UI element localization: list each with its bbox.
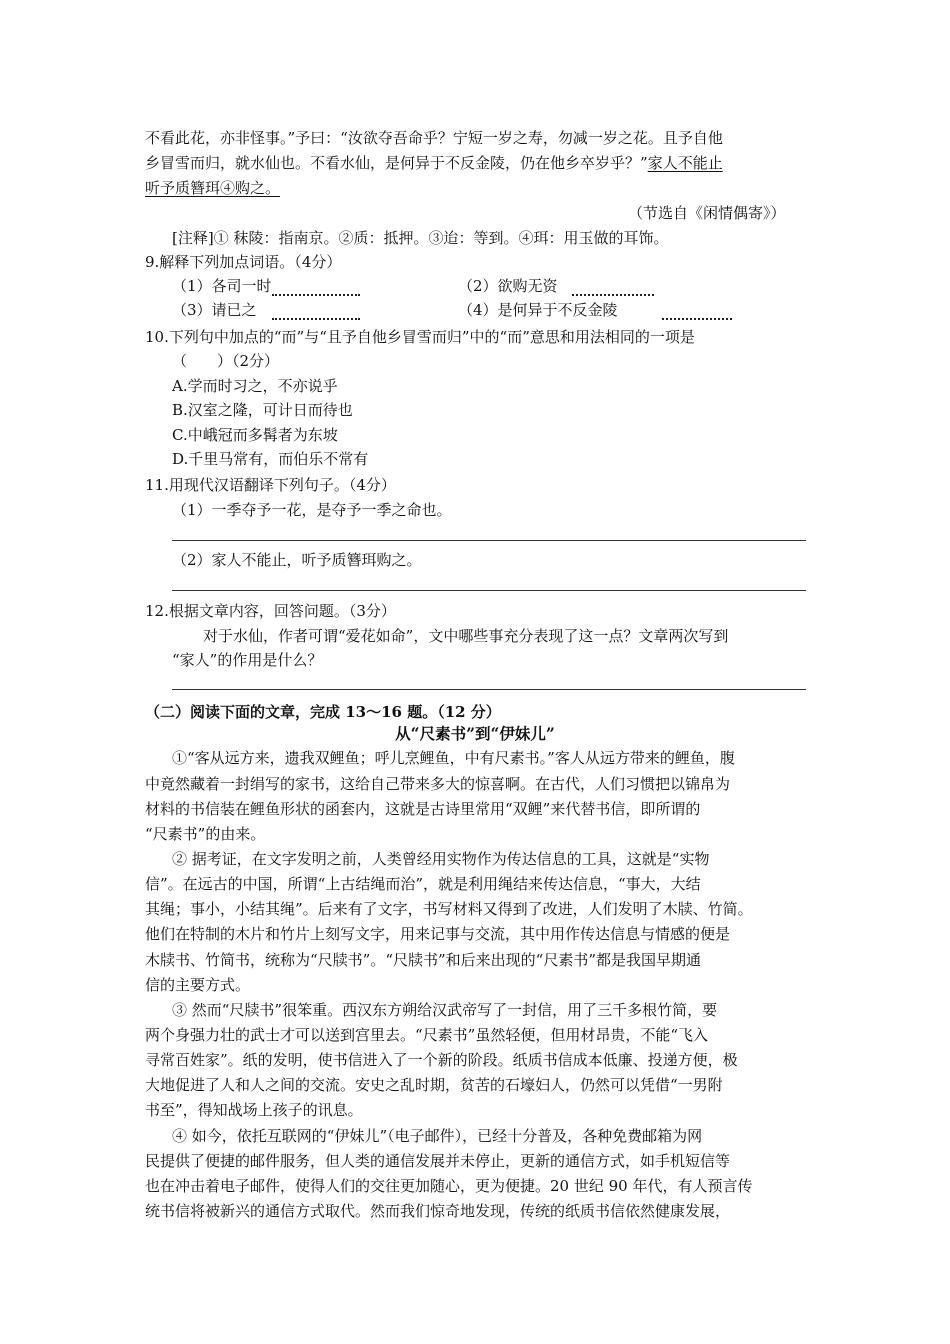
- q11-stem: 11.用现代汉语翻译下列句子。（4分）: [145, 476, 396, 494]
- passage-line-1: 不看此花，亦非怪事。”予曰：“汝欲夺吾命乎？宁短一岁之寿，勿减一岁之花。且予自他: [145, 129, 723, 147]
- section2-heading: （二）阅读下面的文章，完成 13～16 题。（12 分）: [145, 703, 501, 721]
- article-line: ①“客从远方来，遗我双鲤鱼；呼儿烹鲤鱼，中有尺素书。”客人从远方带来的鲤鱼，腹: [172, 749, 735, 767]
- q11-answer-line-1[interactable]: [172, 540, 806, 541]
- q9-item-3: （3）请已之: [172, 301, 257, 319]
- q10-score: （ ）（2分）: [172, 352, 280, 370]
- article-line: 其绳；事小，小结其绳”。后来有了文字，书写材料又得到了改进，人们发明了木牍、竹简。: [145, 900, 753, 918]
- article-line: 统书信将被新兴的通信方式取代。然而我们惊奇地发现，传统的纸质书信依然健康发展，: [145, 1202, 731, 1220]
- article-line: 信的主要方式。: [145, 976, 251, 994]
- passage-line-3: [145, 178, 280, 198]
- q12-body-line-2: “家人”的作用是什么？: [172, 651, 323, 669]
- passage-notes: [注释]① 秣陵：指南京。②质：抵押。③迨：等到。④珥：用玉做的耳饰。: [172, 229, 669, 247]
- passage-line-2-text: 乡冒雪而归，就水仙也。不看水仙，是何异于不反金陵，仍在他乡卒岁乎？”: [145, 154, 648, 172]
- q10-stem: 10.下列句中加点的“而”与“且予自他乡冒雪而归”中的“而”意思和用法相同的一项是: [145, 328, 695, 346]
- article-line: 木牍书、竹简书，统称为“尺牍书”。“尺牍书”和后来出现的“尺素书”都是我国早期通: [145, 951, 702, 969]
- q11-item-2: （2）家人不能止，听予质簪珥购之。: [172, 551, 422, 569]
- q10-option-c: C.中峨冠而多髯者为东坡: [172, 426, 338, 444]
- article-line: 中竟然藏着一封绢写的家书，这给自己带来多大的惊喜啊。在古代，人们习惯把以锦帛为: [145, 775, 731, 793]
- article-line: 书至”，得知战场上孩子的讯息。: [145, 1101, 363, 1119]
- article-line: ④ 如今，依托互联网的“伊妹儿”（电子邮件），已经十分普及，各种免费邮箱为网: [172, 1127, 703, 1145]
- q9-stem: 9.解释下列加点词语。（4分）: [145, 253, 342, 271]
- q12-answer-line[interactable]: [172, 689, 806, 690]
- q11-answer-line-2[interactable]: [172, 590, 806, 591]
- q11-item-1: （1）一季夺予一花，是夺予一季之命也。: [172, 501, 452, 519]
- underlined-sentence-part1: 家人不能止: [647, 154, 723, 172]
- q10-option-a: A.学而时习之，不亦说乎: [172, 377, 338, 395]
- article-title: 从“尺素书”到“伊妹儿”: [395, 724, 555, 743]
- article-line: 也在冲击着电子邮件，使得人们的交往更加随心，更为便捷。20 世纪 90 年代，有人预言传: [145, 1177, 753, 1195]
- q9-answer-blank-1[interactable]: [272, 294, 360, 296]
- q9-item-2: （2）欲购无资: [458, 277, 558, 295]
- article-line: 他们在特制的木片和竹片上刻写文字，用来记事与交流，其中用作传达信息与情感的便是: [145, 925, 731, 943]
- article-line: ③ 然而“尺牍书”很笨重。西汉东方朔给汉武帝写了一封信，用了三千多根竹简，要: [172, 1001, 718, 1019]
- article-line: 民提供了便捷的邮件服务，但人类的通信发展并未停止，更新的通信方式，如手机短信等: [145, 1152, 731, 1170]
- article-line: ② 据考证，在文字发明之前，人类曾经用实物作为传达信息的工具，这就是“实物: [172, 850, 710, 868]
- passage-line-2: [145, 153, 723, 173]
- q9-answer-blank-2[interactable]: [572, 294, 654, 296]
- article-line: 大地促进了人和人之间的交流。安史之乱时期，贫苦的石壕妇人，仍然可以凭借“一男附: [145, 1076, 723, 1094]
- article-line: 寻常百姓家”。纸的发明，使书信进入了一个新的阶段。纸质书信成本低廉、投递方便，极: [145, 1051, 738, 1069]
- q10-option-d: D.千里马常有，而伯乐不常有: [172, 450, 369, 468]
- article-line: 信”。在远古的中国，所谓“上古结绳而治”，就是利用绳结来传达信息，“事大，大结: [145, 875, 701, 893]
- article-line: 两个身强力壮的武士才可以送到宫里去。“尺素书”虽然轻便，但用材昂贵，不能“飞入: [145, 1026, 709, 1044]
- passage-source: （节选自《闲情偶寄》）: [628, 204, 786, 222]
- q9-answer-blank-3[interactable]: [272, 318, 360, 320]
- q12-stem: 12.根据文章内容，回答问题。（3分）: [145, 602, 396, 620]
- q10-option-b: B.汉室之隆，可计日而待也: [172, 401, 353, 419]
- q9-item-4: （4）是何异于不反金陵: [458, 301, 618, 319]
- underlined-sentence-part2: 听予质簪珥④购之。: [145, 179, 281, 197]
- article-line: 材料的书信装在鲤鱼形状的函套内，这就是古诗里常用“双鲤”来代替书信，即所谓的: [145, 800, 701, 818]
- article-line: “尺素书”的由来。: [145, 825, 266, 843]
- q9-item-1: （1）各司一时: [172, 277, 272, 295]
- q9-answer-blank-4[interactable]: [662, 318, 732, 320]
- q12-body-line-1: 对于水仙，作者可谓“爱花如命”，文中哪些事充分表现了这一点？文章两次写到: [203, 627, 729, 645]
